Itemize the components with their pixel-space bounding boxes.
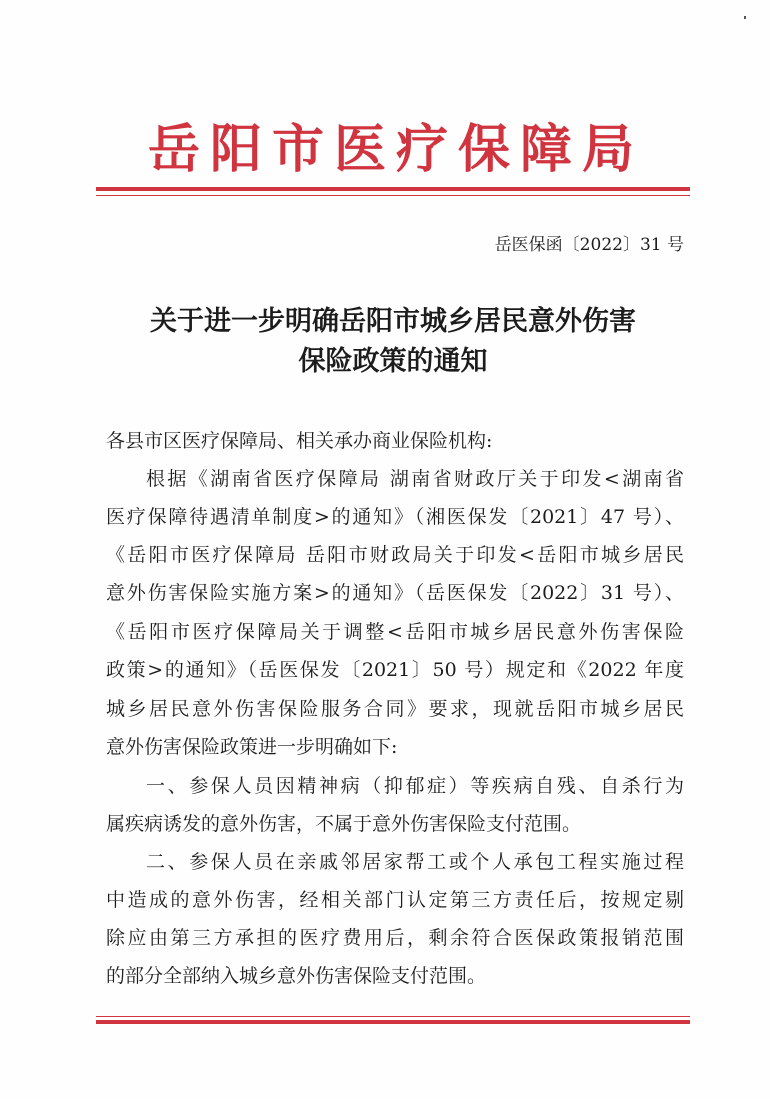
body-line: 《岳阳市医疗保障局关于调整<岳阳市城乡居民意外伤害保险: [106, 621, 684, 643]
org-letterhead: 岳阳市医疗保障局: [147, 119, 644, 180]
footer-rule-thin: [96, 1016, 690, 1017]
clause-2-line: 二、参保人员在亲戚邻居家帮工或个人承包工程实施过程: [146, 851, 684, 873]
salutation: 各县市区医疗保障局、相关承办商业保险机构:: [106, 430, 493, 452]
document-title-line-2: 保险政策的通知: [298, 346, 488, 377]
clause-2-line: 中造成的意外伤害，经相关部门认定第三方责任后，按规定剔: [106, 889, 684, 911]
clause-1-line: 属疾病诱发的意外伤害，不属于意外伤害保险支付范围。: [106, 813, 582, 835]
document-title-line-1: 关于进一步明确岳阳市城乡居民意外伤害: [150, 306, 636, 337]
body-line: 政策>的通知》（岳医保发〔2021〕50 号）规定和《2022 年度: [106, 659, 684, 681]
scan-speck: [744, 16, 746, 19]
document-number: 岳医保函〔2022〕31 号: [494, 235, 684, 255]
body-line: 意外伤害保险政策进一步明确如下:: [106, 736, 398, 758]
body-line: 《岳阳市医疗保障局 岳阳市财政局关于印发<岳阳市城乡居民: [106, 544, 684, 566]
body-line: 医疗保障待遇清单制度>的通知》（湘医保发〔2021〕47 号）、: [106, 506, 684, 528]
body-line: 城乡居民意外伤害保险服务合同》要求，现就岳阳市城乡居民: [106, 698, 684, 720]
clause-1-line: 一、参保人员因精神病（抑郁症）等疾病自残、自杀行为: [146, 775, 684, 797]
header-rule-thick: [96, 187, 690, 191]
footer-rule-thick: [96, 1020, 690, 1024]
clause-2-line: 的部分全部纳入城乡意外伤害保险支付范围。: [106, 965, 487, 987]
header-rule-thin: [96, 195, 690, 196]
clause-2-line: 除应由第三方承担的医疗费用后，剩余符合医保政策报销范围: [106, 927, 684, 949]
body-line: 根据《湖南省医疗保障局 湖南省财政厅关于印发<湖南省: [146, 468, 684, 490]
body-line: 意外伤害保险实施方案>的通知》（岳医保发〔2022〕31 号）、: [106, 582, 684, 604]
